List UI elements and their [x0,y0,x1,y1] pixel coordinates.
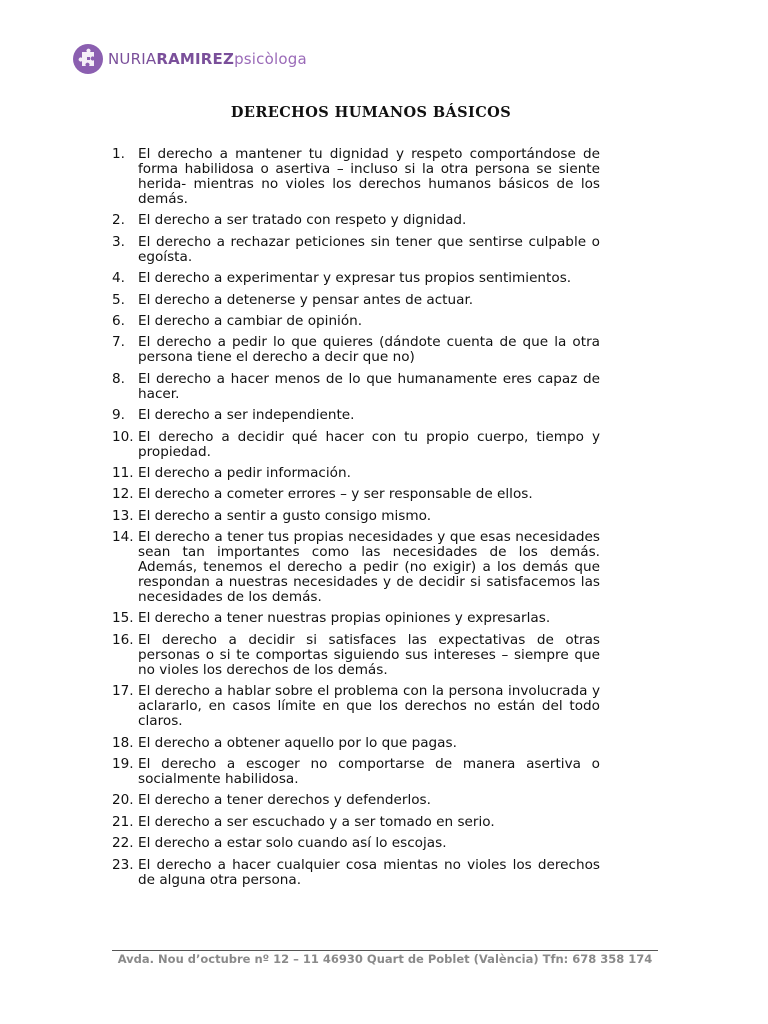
item-number: 4. [112,270,125,287]
item-number: 21. [112,813,134,830]
item-number: 10. [112,428,134,445]
item-text: El derecho a mantener tu dignidad y respeto comportándose de forma habilidosa o asertiva – incluso si la otra persona se siente herida- mientras no violes los derechos humanos básicos de los demás. [138,146,600,207]
item-number: 3. [112,233,125,250]
list-item [112,487,600,502]
page-header [72,40,307,78]
item-number: 20. [112,792,134,809]
list-item [112,335,600,365]
list-item [112,530,600,605]
item-text: El derecho a ser independiente. [138,407,355,424]
item-number: 22. [112,835,134,852]
item-number: 6. [112,312,125,329]
item-number: 23. [112,856,134,873]
item-number: 9. [112,407,125,424]
item-number: 11. [112,464,134,481]
item-number: 15. [112,610,134,627]
footer-address: Avda. Nou d’octubre nº 12 – 11 46930 Quart de Poblet (València) Tfn: 678 358 174 [117,952,653,966]
list-item [112,430,600,460]
item-text: El derecho a pedir lo que quieres (dándote cuenta de que la otra persona tiene el derecho a decir que no) [138,334,600,366]
list-item [112,736,600,751]
item-number: 8. [112,370,125,387]
brand-first-name: NURIA [108,50,157,68]
item-number: 7. [112,334,125,351]
item-number: 2. [112,212,125,229]
document-title: DERECHOS HUMANOS BÁSICOS [230,104,512,121]
list-item [112,372,600,402]
brand-name [108,50,307,68]
list-item [112,314,600,329]
list-item [112,684,600,729]
brand-profession: psicòloga [234,50,307,68]
list-item [112,509,600,524]
list-item [112,815,600,830]
item-text: El derecho a sentir a gusto consigo mismo. [138,507,432,524]
list-item [112,466,600,481]
item-number: 1. [112,146,125,162]
brand-last-name: RAMIREZ [156,50,235,68]
item-text: El derecho a tener derechos y defenderlos. [138,792,431,809]
item-number: 19. [112,756,134,773]
puzzle-logo-icon [72,43,104,75]
item-number: 12. [112,486,134,503]
item-text: El derecho a ser escuchado y a ser tomado en serio. [138,813,495,830]
item-text: El derecho a ser tratado con respeto y dignidad. [138,212,467,229]
item-text: El derecho a pedir información. [138,464,351,481]
item-text: El derecho a estar solo cuando así lo escojas. [138,835,447,852]
list-item [112,757,600,787]
item-text: El derecho a hacer cualquier cosa mientas no violes los derechos de alguna otra persona. [138,856,600,888]
item-text: El derecho a cometer errores – y ser responsable de ellos. [138,486,533,503]
item-text: El derecho a obtener aquello por lo que pagas. [138,734,457,751]
item-text: El derecho a detenerse y pensar antes de actuar. [138,291,474,308]
list-item [112,408,600,423]
footer-divider [112,950,658,951]
list-item [112,213,600,228]
list-item [112,633,600,678]
item-text: El derecho a hacer menos de lo que humanamente eres capaz de hacer. [138,370,600,402]
item-number: 17. [112,683,134,700]
list-item [112,147,600,207]
rights-list [112,147,600,888]
item-text: El derecho a rechazar peticiones sin tener que sentirse culpable o egoísta. [138,233,600,265]
list-item [112,836,600,851]
item-number: 13. [112,507,134,524]
document-body [112,104,600,894]
list-item [112,858,600,888]
item-text: El derecho a decidir qué hacer con tu propio cuerpo, tiempo y propiedad. [138,428,600,460]
list-item [112,793,600,808]
item-number: 18. [112,734,134,751]
list-item [112,271,600,286]
list-item [112,611,600,626]
item-text: El derecho a experimentar y expresar tus propios sentimientos. [138,270,572,287]
item-text: El derecho a escoger no comportarse de manera asertiva o socialmente habilidosa. [138,756,600,788]
item-text: El derecho a decidir si satisfaces las expectativas de otras personas o si te comportas siguiendo sus intereses – siempre que no violes los derechos de los demás. [138,631,600,678]
item-number: 16. [112,631,134,648]
item-text: El derecho a tener tus propias necesidades y que esas necesidades sean tan importantes como las necesidades de los demás. Además, tenemos el derecho a pedir (no exigir) a los demás que respondan a nuestras necesidades y de decidir si satisfacemos las necesidades de los demás. [138,529,600,606]
item-number: 5. [112,291,125,308]
item-text: El derecho a cambiar de opinión. [138,312,363,329]
item-text: El derecho a hablar sobre el problema con la persona involucrada y aclararlo, en casos límite en que los derechos no están del todo claros. [138,683,600,730]
list-item [112,235,600,265]
item-text: El derecho a tener nuestras propias opiniones y expresarlas. [138,610,551,627]
item-number: 14. [112,529,134,546]
list-item [112,293,600,308]
